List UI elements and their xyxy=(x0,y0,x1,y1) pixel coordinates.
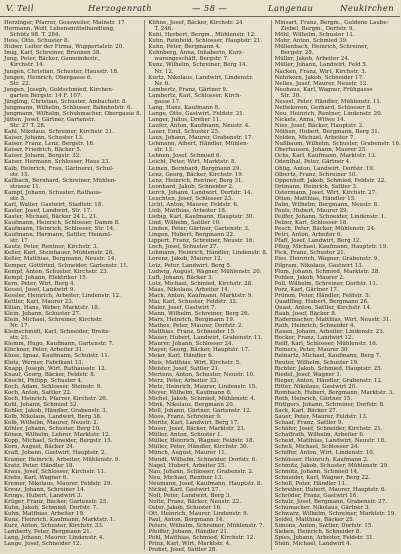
directory-entry-line: Str. 27 T. 28. xyxy=(10,123,46,130)
directory-entry-line: Ziebel, Bergm., Dorfstr. 9. xyxy=(280,26,355,33)
directory-entry-line: Lotz, Peter, Landwirt, Berg 5. xyxy=(148,262,232,269)
directory-entry-line: str. 13. xyxy=(154,147,174,154)
directory-entry-line: strasse 11. xyxy=(10,183,41,190)
directory-entry-line: Moll, Johann, Gärtner, Gartenstr. 12. xyxy=(148,408,252,414)
directory-entry-line: Schulz, Josef, Bergmann, Grabenstr. 27. xyxy=(274,498,387,505)
directory-entry-line: Kuhn, Peter, Bergmann 4. xyxy=(148,44,221,51)
directory-entry-line: Kalb, Heinrich, Frau, Gärtnerei, Schul- xyxy=(4,165,114,172)
directory-entry-line: Kessel, Josef, Landwirt 9. xyxy=(4,286,76,293)
directory-entry-line: Licht, Anton, Maurer, Feldstr. 6. xyxy=(148,201,239,208)
directory-entry-line: Schiffer, Anton, Wirt, Lindenstr. 10. xyxy=(274,450,375,457)
directory-entry-line: Quadflieg, Hubert, Bergmann 26. xyxy=(274,298,369,305)
directory-entry-line: Jungen, Heinrich, Obergasse 6. xyxy=(4,74,93,81)
directory-entry-line: str. 5. xyxy=(10,195,26,202)
directory-entry-line: Lieb, Matthias, Arbeiter 18. xyxy=(148,207,227,214)
directory-entry-line: Paul, Anton, Bergmann 14. xyxy=(148,517,225,524)
directory-entry-line: Nöthen, Hubert, Bergmann, Berg 31. xyxy=(274,129,380,136)
directory-entry-line: Pohlen, Jakob, Maurer 2. xyxy=(274,274,345,281)
directory-entry-line: Mink, Nikolaus, Bergmann 20. xyxy=(148,401,235,408)
directory-entry-line: Schaaf, Franz, Sattler 9. xyxy=(274,420,344,427)
directory-entry-line: Nolden, Michael, Arbeiter 7. xyxy=(274,135,355,142)
directory-entry-line: Kuhn, Reinhold, Schlosser, Hauptstr. 21. xyxy=(148,38,263,45)
directory-entry-line: Bergstr. 28. xyxy=(280,50,314,57)
directory-entry-line: Lenz, Georg, Bäcker, Kirchstr. 19. xyxy=(148,171,244,178)
directory-entry-line: warengeschäft, Bergstr. 7. xyxy=(154,56,229,63)
directory-entry-line: Ritter, Nikolaus, Gastwirt 20. xyxy=(274,383,357,390)
directory-entry-line: Oppenhoff, Jakob, Schmied, Feldstr. 22. xyxy=(274,177,387,184)
directory-entry-line: Mack, Anton, Kaufmann, Marktstr. 9. xyxy=(148,292,254,299)
directory-entry-line: Prümm, Peter, Händler, Feldstr. 5. xyxy=(274,292,371,299)
directory-entry-line: Leuchten, Josef, Schlosser 23. xyxy=(148,195,234,202)
directory-entry-line: Peters, Wilhelm, Schreiner, Mühlenstr. 7. xyxy=(148,523,265,530)
directory-entry-line: Ott, Heinrich, Maurer, Lindenstr. 9. xyxy=(148,511,249,518)
directory-entry-line: Sauer, Peter, Maurer, Feldstr. 13. xyxy=(274,414,368,421)
directory-entry-line: Rath, Heinrich, Schneider 4. xyxy=(274,323,356,330)
header-place-right: Langenau xyxy=(268,3,314,13)
directory-entry-line: Linden, Peter, Gärtner, Gartenstr. 3. xyxy=(148,226,250,233)
directory-entry-line: Lenz, Heinrich, Rentner, Berg 31. xyxy=(148,177,244,184)
directory-entry-line: Neu, Michael, Rentner 13. xyxy=(148,474,223,481)
directory-entry-line: Meister, Josef, Sattler 21. xyxy=(148,365,220,372)
directory-entry-line: Mai, Karl, Schuster, Feldstr. 32. xyxy=(148,298,238,305)
directory-entry-line: Laux, Johann, Maurer, Grabenstr. 17. xyxy=(148,135,254,142)
directory-entry-line: Reiff, Karl, Schlosser, Mühlenstr. 16. xyxy=(274,341,378,348)
directory-entry-line: Koch, Adam, Schlosser, Steinstr. 9. xyxy=(4,383,102,390)
page-number: — 58 — xyxy=(192,3,228,13)
entry-column-1 xyxy=(4,20,141,550)
directory-entry-line: Krüger, Franz, Bäcker, Gartenstr. 25. xyxy=(4,498,109,505)
directory-entry-line: Nessel, Peter, Händler, Mühlenstr. 11. xyxy=(274,98,382,105)
directory-entry-line: Nickel, Karl, Gastwirt 27. xyxy=(148,486,221,493)
directory-entry-line: Sieben, Heinrich, Schneider 8. xyxy=(274,529,362,536)
directory-entry-line: Jüngling, Christian, Schuster, Ambachstr. 8. xyxy=(4,98,128,105)
directory-entry-line: Quast, Anton, Sattler, Kirchstr. 14. xyxy=(274,304,372,311)
directory-entry-line: Kaufmann, Heinrich, Schlosser, Str. 14. xyxy=(4,226,115,233)
directory-entry-line: Luft, Johann, Bäcker 3. xyxy=(148,274,214,281)
directory-entry-line: Michel, Jakob, Schmied, Mühlenstr. 4. xyxy=(148,395,256,402)
directory-entry-line: Neuhaus, Karl, Wagner, Frühgasse xyxy=(274,86,373,93)
directory-entry-line: Moritz, Karl, Landwirt, Berg 17. xyxy=(148,420,240,427)
directory-entry-line: Lambertz, Karl, Schlosser, Kirch- xyxy=(148,92,242,99)
directory-entry-line: Müller, Jakob, Arbeiter 24. xyxy=(274,56,350,63)
directory-entry-line: Kuhn, Matthias, Arbeiter 19. xyxy=(4,511,85,518)
directory-entry-line: Kleinschmidt, Karl, Schneider, Breite- xyxy=(4,329,111,336)
directory-entry-line: Lorenz, Jakob, Maurer 12. xyxy=(148,256,223,263)
directory-entry-line: Kaiser, Johann, Bergstr. 32. xyxy=(4,153,82,160)
directory-entry-line: Lauer, Emil, Schuster 25. xyxy=(148,129,220,136)
directory-entry-line: Nehrkorn, Jakob, Schneider 17. xyxy=(274,74,364,81)
directory-entry-line: Kurz, Anton, Schuster, Kirchstr. 33. xyxy=(4,523,104,530)
directory-entry-line: Reuter, Wilhelm, Schuster 19. xyxy=(274,359,359,366)
header-place-far-right: Neukirchen xyxy=(340,3,394,13)
directory-entry-line: Klein, Johann, Schuster 27. xyxy=(4,311,81,317)
directory-entry-line: Kurtz, Nikolaus, Landwirt, Lindenstr. xyxy=(148,74,254,81)
directory-entry-line: Roth, Heinrich, Gärtner 15. xyxy=(274,395,353,402)
directory-entry-line: Nickels, Anna, Witwe 14. xyxy=(274,117,346,123)
directory-entry-line: Klöckner, Peter, Arbeiter 31. xyxy=(4,347,85,354)
directory-entry-line: Schwarz, Wilhelm, Schreiner, Marktstr. 19. xyxy=(274,511,397,518)
directory-entry-line: Minsart, Franz, Bergm., Guldene Laube- xyxy=(274,20,389,26)
directory-entry-line: Pflug, Michael, Kaufmann, Hauptstr. 19. xyxy=(274,244,388,251)
directory-entry-line: Nies, Josef, Bäcker, Hauptstr. 2. xyxy=(274,123,365,130)
directory-entry-line: Kampf, Johann, Schuster, Rathaus- xyxy=(4,189,102,196)
directory-entry-line: Olbertz, Franz, Schreiner 10. xyxy=(274,171,358,178)
directory-entry-line: Keller, Matthias, Bergmann, Neustr. 14. xyxy=(4,256,117,263)
directory-entry-line: Sack, Karl, Bäcker 27. xyxy=(274,408,338,414)
directory-entry-line: Stein, Michael, Landwirt 4. xyxy=(274,541,352,548)
directory-entry-line: Müller, Heinrich, Wagner, Feldstr. 18. xyxy=(148,438,255,445)
directory-entry-line: Schäfer, Josef, Schneider, Kirchstr. 21. xyxy=(274,426,383,433)
directory-entry-line: Nau, Johann, Schlosser, Grabenstr. 2. xyxy=(148,468,254,475)
directory-entry-line: Schaffrath, Wilhelm, Arbeiter 6. xyxy=(274,432,365,439)
directory-entry-line: Müller, Anton, Schuster 1. xyxy=(148,432,223,439)
directory-entry-line: Rauen, Johann, Arbeiter, Lindenstr. 23. xyxy=(274,329,385,336)
directory-entry-line: Kuhl, Herbert, Bergm., Mühlenstr. 12. xyxy=(148,32,256,39)
directory-entry-line: Riedel, Josef, Wagner 1. xyxy=(274,371,342,378)
directory-entry-line: Könen, Wilhelm, Lehrer, Marktstr. 12. xyxy=(4,432,111,439)
directory-entry-line: Lange, Josef, Schneider 12. xyxy=(4,541,82,548)
directory-entry-line: Kaufmann, Heinrich, Schlosser, Damm 8. xyxy=(4,220,120,227)
directory-entry-line: Simons, Anton, Sattler, Dorfstr. 15. xyxy=(274,523,374,530)
directory-entry-line: Kraus, Josef, Schlosser, Kirchstr. 11. xyxy=(4,468,106,475)
directory-entry-line: Reinartz, Michael, Kaufmann, Berg 7. xyxy=(274,353,381,360)
directory-entry-line: Jütten, Josef, Gärtner, Gartenstr. xyxy=(4,117,96,123)
directory-entry-line: Kremer, Nikolaus, Maurer, Feldstr. 29. xyxy=(4,480,113,487)
directory-entry-line: Noll, Peter, Landwirt, Berg 3. xyxy=(148,492,232,499)
directory-entry-line: Huber, Leiter der Firma, Wuppertalstr. 20. xyxy=(4,44,124,51)
directory-entry-line: Pies, Heinrich, Wagner, Grabenstr. 9. xyxy=(274,256,380,263)
directory-entry-line: Kraft, Johann, Gastwirt, Hauptstr. 2. xyxy=(4,450,107,457)
directory-entry-line: Kettler, Karl, Maurer 23. xyxy=(4,298,74,305)
directory-entry-line: Kaiser, Franz, Lenz, Bergstr. 16. xyxy=(4,141,95,148)
directory-entry-line: Moser, Josef, Bäcker, Marktstr. 23. xyxy=(148,426,246,433)
directory-entry-line: Otten, Matthias, Händler 15. xyxy=(274,195,356,202)
directory-entry-line: Scheid, Matthias, Landwirt, Neustr. 18. xyxy=(274,438,386,445)
directory-entry-line: Herzinger, Pfarrer, Gossweiler, Mainstr. 17 xyxy=(4,20,125,26)
directory-entry-line: Porz, Karl, Gärtner 17. xyxy=(274,286,339,293)
directory-entry-line: T. 246. xyxy=(154,26,174,33)
directory-entry-line: Schneider, Karl, Wagner, Berg 22. xyxy=(274,474,371,481)
directory-entry-line: Merz, Peter, Arbeiter 33. xyxy=(148,377,219,384)
directory-entry-line: Keller, Karl, Steinhauer, Mühlenstr. 28. xyxy=(4,250,114,257)
directory-entry-line: Marx, Heinrich, Bergmann 19. xyxy=(148,317,235,324)
directory-entry-line: Kreuz, Johann, Schreiner 14. xyxy=(4,486,86,493)
directory-entry-line: Klemm, Hugo, Kaufmann, Gartenstr. 7. xyxy=(4,341,114,348)
directory-entry-line: Leinen, Bernhard, Bergmann 29. xyxy=(148,165,242,172)
directory-entry-line: Kirchstr. 14. xyxy=(10,62,45,69)
directory-entry-line: Kern, Peter, Wirt, Berg 4. xyxy=(4,280,76,287)
directory-entry-line: Mohr, Anton, Schmied 39. xyxy=(274,38,348,45)
directory-entry-line: Hermann, Wolf, Lebensmittelhandlung, xyxy=(4,26,115,33)
directory-entry-line: Seidel, Matthias, Bäcker 25. xyxy=(274,517,355,524)
directory-entry-line: Pesch, Peter, Bäcker, Mühlenstr. 24. xyxy=(274,226,376,233)
directory-entry-line: Lind, Wilhelm, Sattler 10. xyxy=(148,220,221,227)
directory-entry-line: Schröder, Franz, Gastwirt 16. xyxy=(274,492,359,499)
entry-column-3 xyxy=(271,20,401,550)
directory-entry-line: Nußbaum, Wilhelm, Schuster, Grabenstr. 16. xyxy=(274,141,401,148)
directory-entry-line: Köhler, Johann, Schuster, Berg 10. xyxy=(4,426,101,433)
directory-entry-line: Klein, Michael, Schreiner, Kirchstr. xyxy=(4,317,103,324)
directory-entry-line: Pick, Franz, Schuster 21. xyxy=(274,250,346,257)
directory-entry-line: Klotz, Werner, Fabrikant 13. xyxy=(4,359,84,366)
directory-entry-line: Nr. 12. xyxy=(154,68,174,75)
directory-entry-line: Jungmann, Wilhelm, Schlosser, Bahnhofstr. 6. xyxy=(4,104,133,111)
entry-columns xyxy=(4,20,401,554)
directory-entry-line: Schmitz, Jakob, Schuster, Mühlenstr. 29. xyxy=(274,462,389,469)
directory-entry-line: Kohl, Johann, Schmied 32. xyxy=(4,401,79,408)
directory-entry-line: Knecht, Philipp, Schuster 4. xyxy=(4,377,83,384)
directory-entry-line: Rüttgers, Johann, Schreiner, Dorfstr. 8. xyxy=(274,401,385,408)
directory-entry-line: Krings, Hubert, Landwirt 3. xyxy=(4,492,83,499)
directory-entry-line: Laufer, Anton, Kaufmann, Neustr. 4. xyxy=(148,123,251,130)
directory-entry-line: gasse 17. xyxy=(154,98,181,105)
directory-entry-line: Kuhn, Jakob, Schmied, Dorfstr. 7. xyxy=(4,505,98,511)
directory-entry-line: Nagel, Hubert, Arbeiter 25. xyxy=(148,462,227,469)
directory-entry-line: Klose, Ignaz, Kaufmann, Schulstr. 11. xyxy=(4,353,110,360)
directory-entry-line: Nelles, Josef, Maurer, Neustr. 12. xyxy=(274,80,369,87)
directory-entry-line: Kallbach, Bernhard, Schreiner, Mühlen- xyxy=(4,177,117,184)
directory-entry-line: Pfaff, Josef, Landwirt, Berg 12. xyxy=(274,238,362,245)
directory-entry-line: Müllenbach, Heinrich, Schreiner, xyxy=(274,44,369,51)
directory-entry-line: Recker, Franz, Landwirt 12. xyxy=(274,335,354,342)
directory-entry-line: Metz, Heinrich, Maurer, Lindenstr. 15. xyxy=(148,383,258,390)
directory-entry-line: Schütz 98. T. 284. xyxy=(10,32,61,39)
directory-entry-line: Karl, Walter, Gastwirt, Stadtstr. 18. xyxy=(4,201,104,208)
directory-entry-line: Plum, Johann, Schmied, Marktstr. 28. xyxy=(274,268,381,275)
directory-entry-line: garten Bergstr. 14 F. 107. xyxy=(10,92,83,99)
directory-entry-line: Mauer, Hubert, Landwirt, Grabenstr. 11. xyxy=(148,335,263,342)
directory-entry-line: Lerch, Johann, Landwirt, Dorfstr. 14. xyxy=(148,189,253,196)
directory-entry-line: Liebig, Karl, Kaufmann, Hauptstr. 30. xyxy=(148,214,255,220)
directory-entry-line: Pfeiffer, Johann, Händler 21. xyxy=(148,529,229,536)
directory-entry-line: Schreiber, Hubert, Maurer, Hauptstr. 6. xyxy=(274,486,387,493)
directory-entry-line: Nacken, Franz, Wirt, Kirchstr. 3. xyxy=(274,68,367,75)
directory-entry-line: Kramer, Heinrich, Arbeiter, Mühlenstr. 9. xyxy=(4,456,121,463)
directory-entry-line: Oster, Jakob, Schuster 16. xyxy=(148,505,222,511)
directory-entry-line: Lingen, Hubert, Bergmann 22. xyxy=(148,232,235,239)
directory-entry-line: Ludwig, August, Wagner, Mühlenstr. 20. xyxy=(148,268,262,275)
directory-entry-line: Jung, Peter, Bäcker, Gemeindestr., xyxy=(4,56,101,63)
directory-entry-line: Pelzer, Karl, Schlosser 18. xyxy=(274,220,349,227)
directory-entry-line: Kopp, Michael, Schneider, Bergstr. 15. xyxy=(4,438,113,445)
directory-entry-line: Lehmann, Albert, Händler, Mühlen- xyxy=(148,141,249,148)
directory-entry-line: Ostermann, Josef, Wirt, Kirchstr. 27. xyxy=(274,189,377,196)
directory-entry-line: Nr. 6. xyxy=(154,80,171,87)
directory-entry-line: Kohler, Jakob, Händler, Grabenstr. 3. xyxy=(4,408,108,414)
directory-entry-line: Mann, Wilhelm, Schreiner, Berg 26. xyxy=(148,311,250,317)
directory-entry-line: Jungen, Christian, Schuster, Hausstr. 18. xyxy=(4,68,119,75)
directory-entry-line: Lippert, Franz, Schreiner, Neustr. 16. xyxy=(148,238,255,245)
directory-entry-line: Radermacher, Matthias, Wirt, Neustr. 31. xyxy=(274,317,392,324)
directory-entry-line: Müller, Peter, Händler, Kirchstr. 30. xyxy=(148,444,249,451)
directory-entry-line: Loch, Josef, Schuster 27. xyxy=(148,244,219,251)
directory-entry-line: Mundt, Wilhelm, Schneider, Dorfstr. 6. xyxy=(148,456,258,463)
directory-entry-line: Pauls, Hubert, Maurer 29. xyxy=(274,207,349,214)
directory-entry-line: Scholl, Peter, Händler 11. xyxy=(274,480,347,487)
directory-entry-line: Kaster, Josef, Landwirt, Str. 17. xyxy=(4,207,92,214)
directory-entry-line: Reiners, Peter, Maurer 30. xyxy=(274,347,350,354)
directory-entry-line: Lohmann, Heinrich, Händler, Lindenstr. 8. xyxy=(148,250,268,257)
directory-entry-line: Kaiser, Friedrich, Bäcker 5. xyxy=(4,147,82,154)
directory-entry-line: Knapp, Joseph, Wirt, Rathausstr. 12. xyxy=(4,365,107,372)
directory-entry-line: Koch, Heinrich, Pfarrer, Kirchstr. 26. xyxy=(4,395,108,402)
directory-entry-line: str. 21. xyxy=(10,335,30,342)
directory-entry-line: Lutz, Michael, Schmied, Kirchstr. 28. xyxy=(148,280,253,287)
directory-entry-line: Lange, Otto, Gastwirt, Feldstr. 21. xyxy=(148,110,245,117)
directory-entry-line: Schlösser, Heinrich, Kaufmann 2. xyxy=(274,456,369,463)
directory-entry-line: Langer, Julius, Dreher 11. xyxy=(148,117,222,123)
directory-entry-line: Pilgram, Nikolaus, Gastwirt 13. xyxy=(274,262,364,269)
directory-entry-line: Mayer, Georg, Bäcker, Hauptstr. 17. xyxy=(148,347,250,354)
directory-entry-line: Kühne, Josef, Bäcker, Kirchstr. 24 xyxy=(148,20,243,26)
directory-entry-line: Kemper, Gottfried, Schneider, Gartenstr. 11. xyxy=(4,262,129,269)
directory-entry-line: Müller, Johann, Landwirt, Feld 5. xyxy=(274,62,368,69)
directory-entry-line: Ochs, Karl, Kaufmann, Marktstr. 13. xyxy=(274,153,377,160)
directory-entry-line: Moos, Franz, Schreiner 9. xyxy=(148,414,222,421)
directory-entry-line: Oberhausen, Johann, Maurer 25. xyxy=(274,147,368,154)
directory-entry-line: Jungen, Joseph, Goldschmied, Kirchen- xyxy=(4,86,114,93)
directory-entry-line: Odenthal, Peter, Gärtner 4. xyxy=(274,159,351,166)
directory-entry-line: Maas, Nikolaus, Arbeiter 14. xyxy=(148,286,230,293)
directory-entry-line: Kilian, Hans, Weber, Marktstr. 18. xyxy=(4,304,100,311)
directory-entry-line: Maier, Josef, Gastwirt 7. xyxy=(148,304,217,311)
directory-entry-line: Imig, Karl, Schreiner, Brunnen 38. xyxy=(4,50,102,57)
directory-entry-line: Rombach, Hubert, Bergmann, Marktstr. 3. xyxy=(274,389,395,396)
directory-entry-line: Lang, Hans, Kaufmann 8. xyxy=(148,104,220,111)
directory-entry-line: Kratz, Peter, Händler 18. xyxy=(4,462,75,469)
directory-entry-line: Möhl, Wilhelm, Schuster 11. xyxy=(274,32,355,39)
directory-entry-line: Prinz, Karl, Wirt, Marktstr. 4. xyxy=(148,541,231,548)
directory-entry-line: Lehnen, Josef, Schmied 6. xyxy=(148,153,222,160)
directory-entry-line: Mertens, Anton, Schuster, Neustr. 10. xyxy=(148,371,255,378)
directory-entry-line: Raab, Josef, Bäcker 8. xyxy=(274,311,337,317)
directory-entry-line: Meis, Matthias, Wirt, Kirchstr. 5. xyxy=(148,359,241,366)
directory-entry-line: str. 17. xyxy=(10,238,30,245)
header-place-left: Herzogenrath xyxy=(88,3,152,13)
directory-entry-line: Jungmann, Wilhelm, Schuhmacher, Obergasse 8. xyxy=(4,110,142,117)
directory-entry-line: Ortmann, Heinrich, Sattler 3. xyxy=(274,183,358,190)
directory-entry-line: Kessler, Heinrich, Arbeiter, Lindenstr. 12. xyxy=(4,292,121,299)
directory-entry-line: Rieger, Anton, Händler, Grabenstr. 12. xyxy=(274,377,383,384)
directory-entry-line: Spies, Johann, Arbeiter, Feldstr. 31. xyxy=(274,535,375,542)
directory-entry-line: Kunz, Wilhelm, Schreiner, Berg 14. xyxy=(148,62,248,69)
directory-entry-line: Kaiser, Johann, Schuster 13. xyxy=(4,135,84,142)
directory-entry-line: Petri, Anton, Arbeiter 6. xyxy=(274,232,343,239)
entry-column-2 xyxy=(144,20,268,554)
directory-entry-line: Kempf, Johann, Elektriker 15. xyxy=(4,274,88,281)
directory-entry-line: Lambertz, Franz, Gärtner 9. xyxy=(148,86,228,93)
directory-entry-line: Kunz, Heinrich, Kaufmann, Marktstr. 1. xyxy=(4,517,116,524)
directory-entry-line: Kaster, Michael, Bäcker 24 L. 21. xyxy=(4,214,98,220)
directory-entry-line: Palm, Wilhelm, Bergmann, Neustr. 8. xyxy=(274,201,379,208)
directory-entry-line: Poll, Wilhelm, Schreiner, Dorfstr. 11. xyxy=(274,280,378,287)
directory-entry-line: Ohlig, Anton, Landwirt, Dorfstr. 19. xyxy=(274,165,375,172)
directory-entry-line: Koch, Anton, Sattler 22. xyxy=(4,389,72,396)
directory-entry-line: Richter, Jakob, Schmied, Hauptstr. 25. xyxy=(274,365,383,372)
directory-entry-line: Mathes, Peter, Maurer, Dorfstr. 2. xyxy=(148,323,244,330)
directory-entry-line: Kaufmann, Hermann, Sattler, Heinzel- xyxy=(4,232,112,239)
directory-entry-line: Probst, Josef, Sattler 28. xyxy=(148,547,218,554)
directory-entry-line: Leicht, Peter, Wirt, Marktstr. 8. xyxy=(148,159,237,166)
directory-entry-line: Nr. 17. xyxy=(10,323,30,330)
directory-entry-line: Kaiser, Hermann, Schlosser, Haus 23. xyxy=(4,159,111,166)
directory-entry-line: Peiffer, Johann, Schneider, Lindenstr. 1. xyxy=(274,214,386,220)
directory-entry-line: Kolb, Wilhelm, Maurer, Neustr. 2. xyxy=(4,420,99,427)
directory-entry-line: Kahl, Nikolaus, Schreiner, Kirchstr. 21. xyxy=(4,129,115,136)
directory-entry-line: Kautz, Peter, Rentner, Kirchstr. 3. xyxy=(4,244,99,251)
directory-entry-line: Neumann, Josef, Kaufmann, Hauptstr. 8. xyxy=(148,480,263,487)
directory-entry-line: str. 15. xyxy=(10,171,30,178)
directory-entry-line: Nolte, Franz, Bäcker, Neustr. 22. xyxy=(148,498,242,505)
header-section: V. Teil xyxy=(6,3,34,13)
directory-entry-line: Kempf, Anton, Schuster, Kirchstr. 23. xyxy=(4,268,109,275)
directory-entry-line: Meyer, Wilhelm, Kaufmann 8. xyxy=(148,389,232,396)
directory-entry-line: Korn, August, Bäcker 24. xyxy=(4,444,75,451)
directory-entry-line: Kolb, Nikolaus, Landwirt, Berg 38. xyxy=(4,414,102,421)
directory-entry-line: Schell, Michael, Schlosser 24. xyxy=(274,444,360,451)
directory-entry-line: Schmitz, Johann, Schmied 14. xyxy=(274,468,359,475)
directory-entry-line: Str. 30. xyxy=(280,92,301,99)
directory-entry-line: Neu, Heinrich, Rentner, Lindenstr. 20. xyxy=(274,110,383,117)
directory-entry-line: Maurer, Johann, Schlosser 24. xyxy=(148,341,234,348)
directory-entry-line: Münch, August, Maurer 11. xyxy=(148,450,227,457)
directory-entry-line: Str. 22. xyxy=(10,80,31,87)
directory-entry-line: Nettekoven, Gerhard, Schlosser 8. xyxy=(274,104,372,111)
directory-entry-line: Krebs, Karl, Wagner 6. xyxy=(4,474,69,481)
directory-entry-line: Meier, Karl, Händler 6. xyxy=(148,353,214,360)
directory-entry-line: Lamberty, Peter, Bergmann 21. xyxy=(4,529,92,536)
directory-entry-line: Leonhard, Jakob, Schneider 2. xyxy=(148,183,234,190)
directory-entry-line: Kuhnberg, Anna, Inhaberin, Kurz- xyxy=(148,50,244,57)
directory-entry-line: Lang, Johann, Maurer, Lindenstr. 4. xyxy=(4,535,105,542)
page-header xyxy=(0,0,400,17)
directory-entry-line: Knauf, Georg, Bäcker, Feldstr. 8. xyxy=(4,371,96,378)
directory-entry-line: Hess, Otto, Schuster 8. xyxy=(4,38,70,45)
directory-entry-line: Schumacher, Nikolaus, Gärtner 3. xyxy=(274,505,371,511)
directory-entry-line: Matthias, Franz, Schneider 15. xyxy=(148,329,236,336)
directory-entry-line: Pohl, Matthias, Schmied, Kirchstr. 12. xyxy=(148,535,256,542)
